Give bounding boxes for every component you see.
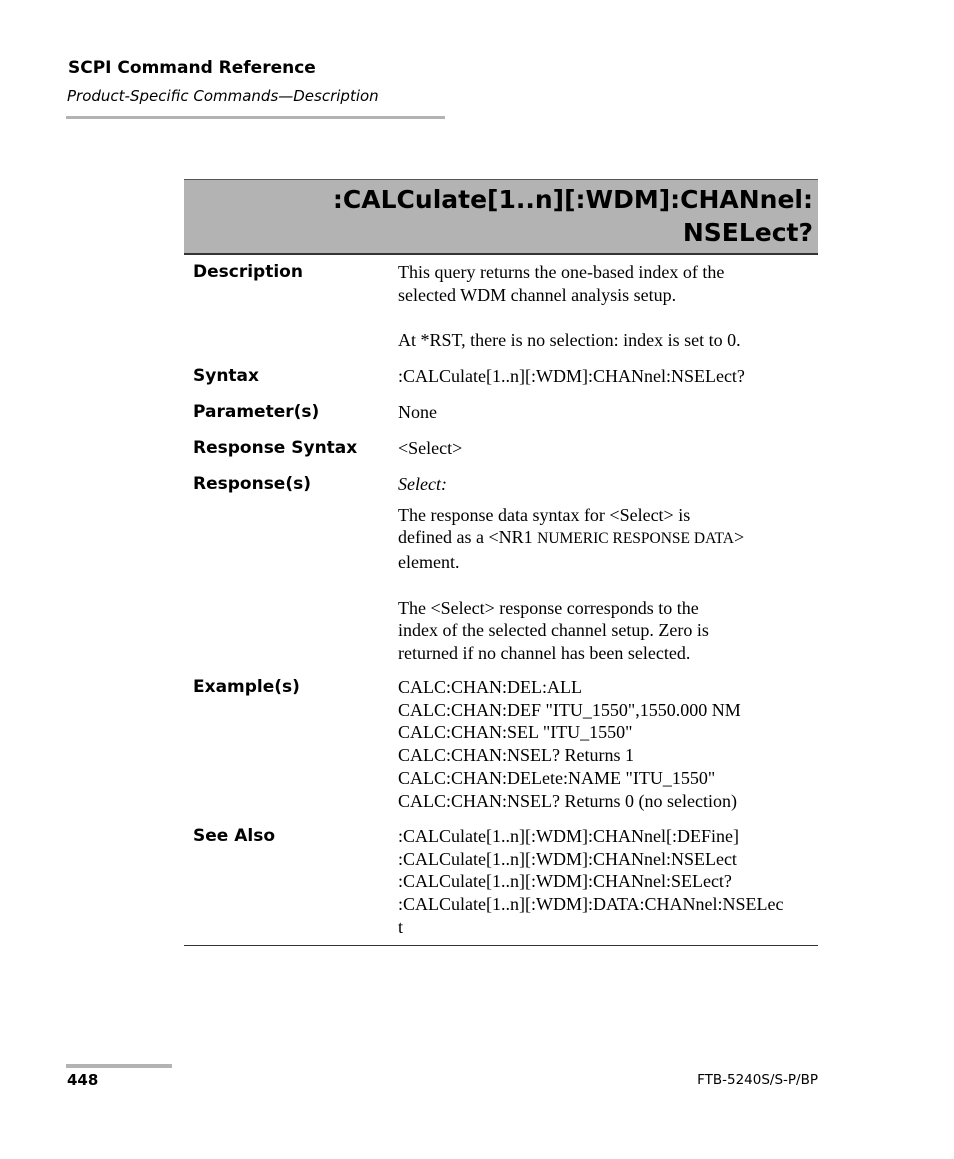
row-value — [398, 473, 818, 665]
footer-rule — [66, 1064, 172, 1068]
response-text-line: index of the selected channel setup. Zero is — [398, 620, 709, 641]
header-rule — [66, 116, 445, 119]
example-line: CALC:CHAN:DELete:NAME "ITU_1550" — [398, 767, 716, 788]
command-title-line-2: NSELect? — [682, 218, 813, 247]
example-line: CALC:CHAN:NSEL? Returns 0 (no selection) — [398, 790, 737, 811]
command-title-line-1: :CALCulate[1..n][:WDM]:CHANnel: — [332, 185, 813, 214]
response-text-smallcaps: NUMERIC RESPONSE DATA — [537, 530, 734, 548]
see-also-command: :CALCulate[1..n][:WDM]:DATA:CHANnel:NSELec — [398, 894, 784, 915]
running-header-subtitle: Product-Specific Commands—Description — [67, 87, 379, 105]
row-value: <Select> — [398, 438, 463, 458]
row-label: Parameter(s) — [193, 402, 320, 422]
see-also-command: :CALCulate[1..n][:WDM]:CHANnel:SELect? — [398, 871, 732, 892]
command-title-banner — [184, 179, 818, 255]
row-value: :CALCulate[1..n][:WDM]:CHANnel:NSELect? — [398, 366, 745, 386]
example-line: CALC:CHAN:DEL:ALL — [398, 677, 582, 697]
response-text-line — [398, 526, 818, 551]
response-text-segment: > — [733, 527, 745, 548]
response-text-line: returned if no channel has been selected. — [398, 642, 691, 663]
example-line: CALC:CHAN:SEL "ITU_1550" — [398, 722, 633, 743]
command-title — [333, 183, 813, 249]
description-text-line: This query returns the one-based index of the — [398, 262, 725, 282]
row-value — [398, 676, 818, 812]
row-label: Syntax — [193, 366, 259, 386]
row-label: Example(s) — [193, 677, 300, 697]
response-name: Select: — [398, 474, 447, 494]
response-text-line: The <Select> response corresponds to the — [398, 597, 699, 618]
see-also-command: :CALCulate[1..n][:WDM]:CHANnel[:DEFine] — [398, 826, 739, 846]
row-label: Response(s) — [193, 474, 311, 494]
row-value — [398, 825, 818, 939]
row-label: Description — [193, 262, 303, 282]
response-text-line: The response data syntax for <Select> is — [398, 504, 691, 525]
response-text-segment: defined as a <NR1 — [398, 527, 538, 548]
example-line: CALC:CHAN:DEF "ITU_1550",1550.000 NM — [398, 699, 741, 720]
see-also-command: t — [398, 916, 404, 937]
page-number: 448 — [67, 1071, 99, 1089]
row-value: None — [398, 402, 437, 422]
row-value — [398, 261, 818, 352]
description-text-line: selected WDM channel analysis setup. — [398, 284, 677, 305]
response-text-line: element. — [398, 552, 460, 573]
row-label: Response Syntax — [193, 438, 358, 458]
see-also-command: :CALCulate[1..n][:WDM]:CHANnel:NSELect — [398, 848, 737, 869]
description-rst-note: At *RST, there is no selection: index is set to 0. — [398, 330, 741, 351]
example-line: CALC:CHAN:NSEL? Returns 1 — [398, 745, 634, 766]
row-label: See Also — [193, 826, 276, 846]
product-model: FTB-5240S/S-P/BP — [697, 1072, 818, 1088]
table-bottom-rule — [184, 945, 818, 946]
running-header-title: SCPI Command Reference — [68, 58, 316, 78]
